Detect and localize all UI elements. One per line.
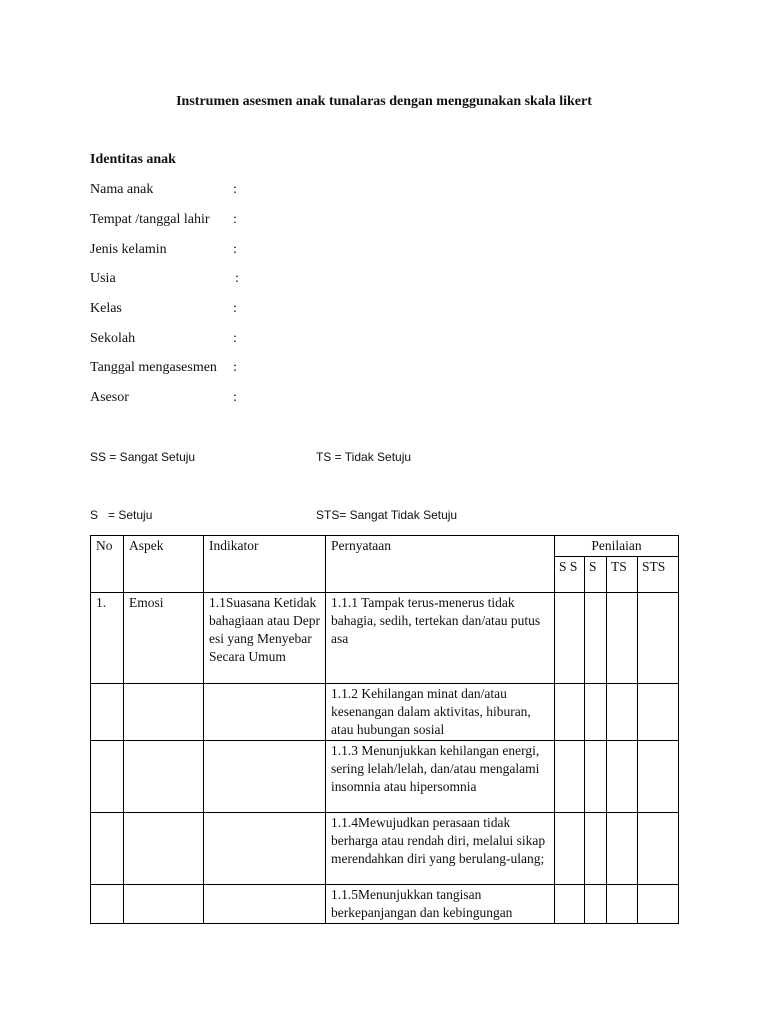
score-cell-ss[interactable] bbox=[555, 813, 585, 885]
header-aspek: Aspek bbox=[124, 536, 204, 593]
field-label: Nama anak bbox=[90, 182, 154, 197]
table-row bbox=[91, 885, 679, 924]
identity-heading: Identitas anak bbox=[90, 152, 176, 167]
score-cell-sts[interactable] bbox=[638, 593, 679, 684]
legend-ts: TS = Tidak Setuju bbox=[316, 450, 412, 464]
legend-ss: SS = Sangat Setuju bbox=[90, 450, 196, 464]
header-pernyataan: Pernyataan bbox=[326, 536, 555, 593]
header-indikator: Indikator bbox=[204, 536, 326, 593]
row-no bbox=[91, 813, 124, 885]
field-colon: : bbox=[233, 212, 237, 227]
field-label: Jenis kelamin bbox=[90, 242, 167, 257]
header-no: No bbox=[91, 536, 124, 593]
row-indikator bbox=[204, 684, 326, 741]
field-label: Tanggal mengasesmen bbox=[90, 360, 217, 375]
row-aspek bbox=[124, 741, 204, 813]
row-pernyataan: 1.1.3 Menunjukkan kehilangan energi, sering lelah/lelah, dan/atau mengalami insomnia atau hipersomnia bbox=[326, 741, 555, 813]
row-no: 1. bbox=[91, 593, 124, 684]
score-cell-sts[interactable] bbox=[638, 684, 679, 741]
score-cell-ss[interactable] bbox=[555, 593, 585, 684]
score-cell-s[interactable] bbox=[585, 885, 607, 924]
field-colon: : bbox=[233, 331, 237, 346]
score-cell-ss[interactable] bbox=[555, 885, 585, 924]
score-cell-ts[interactable] bbox=[607, 741, 638, 813]
legend-sts: STS= Sangat Tidak Setuju bbox=[316, 508, 458, 522]
score-cell-ts[interactable] bbox=[607, 813, 638, 885]
score-cell-s[interactable] bbox=[585, 593, 607, 684]
row-pernyataan: 1.1.2 Kehilangan minat dan/atau kesenangan dalam aktivitas, hiburan, atau hubungan sosial bbox=[326, 684, 555, 741]
document-title: Instrumen asesmen anak tunalaras dengan menggunakan skala likert bbox=[176, 94, 592, 109]
score-cell-s[interactable] bbox=[585, 741, 607, 813]
header-row bbox=[91, 536, 679, 557]
score-cell-ss[interactable] bbox=[555, 684, 585, 741]
field-colon: : bbox=[233, 242, 237, 257]
row-aspek: Emosi bbox=[124, 593, 204, 684]
header-ss: S S bbox=[555, 557, 585, 593]
field-colon: : bbox=[235, 271, 239, 286]
header-ts: TS bbox=[607, 557, 638, 593]
score-cell-sts[interactable] bbox=[638, 885, 679, 924]
field-label: Asesor bbox=[90, 390, 129, 405]
row-aspek bbox=[124, 684, 204, 741]
row-no bbox=[91, 684, 124, 741]
legend-s: S = Setuju bbox=[90, 508, 153, 522]
row-no bbox=[91, 885, 124, 924]
row-pernyataan: 1.1.5Menunjukkan tangisan berkepanjangan dan kebingungan bbox=[326, 885, 555, 924]
table-row bbox=[91, 813, 679, 885]
row-aspek bbox=[124, 885, 204, 924]
field-label: Tempat /tanggal lahir bbox=[90, 212, 210, 227]
score-cell-sts[interactable] bbox=[638, 741, 679, 813]
table-row bbox=[91, 593, 679, 684]
row-indikator bbox=[204, 741, 326, 813]
field-label: Kelas bbox=[90, 301, 122, 316]
score-cell-ts[interactable] bbox=[607, 885, 638, 924]
header-sts: STS bbox=[638, 557, 679, 593]
score-cell-ss[interactable] bbox=[555, 741, 585, 813]
score-cell-s[interactable] bbox=[585, 684, 607, 741]
row-indikator bbox=[204, 885, 326, 924]
score-cell-s[interactable] bbox=[585, 813, 607, 885]
row-pernyataan: 1.1.1 Tampak terus-menerus tidak bahagia, sedih, tertekan dan/atau putus asa bbox=[326, 593, 555, 684]
row-indikator: 1.1Suasana Ketidakbahagiaan atau Depresi yang Menyebar Secara Umum bbox=[204, 593, 326, 684]
row-pernyataan: 1.1.4Mewujudkan perasaan tidak berharga atau rendah diri, melalui sikap merendahkan diri yang berulang-ulang; bbox=[326, 813, 555, 885]
row-no bbox=[91, 741, 124, 813]
table-row bbox=[91, 684, 679, 741]
score-cell-ts[interactable] bbox=[607, 593, 638, 684]
field-label: Usia bbox=[90, 271, 116, 286]
field-colon: : bbox=[233, 390, 237, 405]
field-colon: : bbox=[233, 301, 237, 316]
row-indikator bbox=[204, 813, 326, 885]
header-penilaian: Penilaian bbox=[555, 536, 679, 557]
assessment-table bbox=[90, 535, 679, 924]
row-aspek bbox=[124, 813, 204, 885]
field-label: Sekolah bbox=[90, 331, 136, 346]
score-cell-sts[interactable] bbox=[638, 813, 679, 885]
field-colon: : bbox=[233, 182, 237, 197]
field-colon: : bbox=[233, 360, 237, 375]
table-row bbox=[91, 741, 679, 813]
score-cell-ts[interactable] bbox=[607, 684, 638, 741]
header-s: S bbox=[585, 557, 607, 593]
